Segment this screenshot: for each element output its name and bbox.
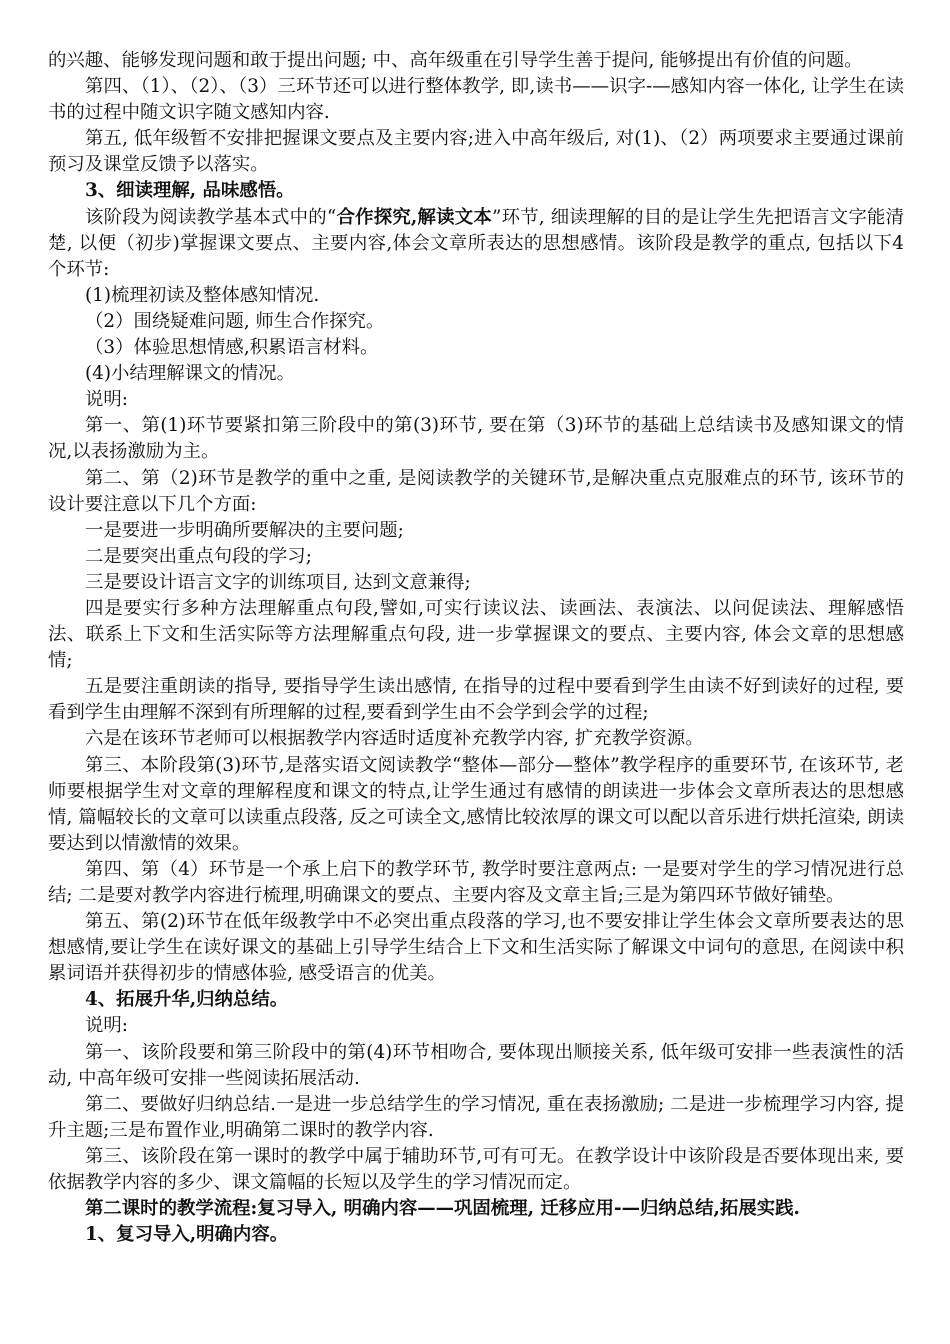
paragraph: 第三、本阶段第(3)环节,是落实语文阅读教学“整体—部分—整体”教学程序的重要环节, 在该环节, 老师要根据学生对文章的理解程度和课文的特点,让学生通过有感情的朗读进一步体会文章所表达的思想感情, 篇幅较长的文章可以读重点段落, 反之可读全文,感情比较浓厚的课文可以配以音乐进行烘托渲染, 朗读要达到以情激情的效果。 xyxy=(48,754,904,854)
paragraph: 六是在该环节老师可以根据教学内容适时适度补充教学内容, 扩充教学资源。 xyxy=(85,728,704,750)
paragraph: 第二、第（2)环节是教学的重中之重, 是阅读教学的关键环节,是解决重点克服难点的环节, 该环节的设计要注意以下几个方面: xyxy=(48,467,904,515)
list-item: (4)小结理解课文的情况。 xyxy=(85,363,295,385)
paragraph: 四是要实行多种方法理解重点句段,譬如,可实行读议法、读画法、表演法、以问促读法、理解感悟法、联系上下文和生活实际等方法理解重点句段, 进一步掌握课文的要点、主要内容, 体会文章的思想感情; xyxy=(48,597,904,672)
paragraph: 第一、第(1)环节要紧扣第三阶段中的第(3)环节, 要在第（3)环节的基础上总结读书及感知课文的情况,以表扬激励为主。 xyxy=(48,415,904,463)
stage-intro-lead: 该阶段为阅读教学基本式中的“ xyxy=(85,206,337,228)
list-item: (1)梳理初读及整体感知情况. xyxy=(85,284,320,306)
paragraph: 五是要注重朗读的指导, 要指导学生读出感情, 在指导的过程中要看到学生由读不好到读好的过程, 要看到学生由理解不深到有所理解的过程,要看到学生由不会学到会学的过程; xyxy=(48,676,904,724)
explanation-label: 说明: xyxy=(85,1015,128,1037)
paragraph: 第二、要做好归纳总结.一是进一步总结学生的学习情况, 重在表扬激励; 二是进一步梳理学习内容, 提升主题;三是布置作业,明确第二课时的教学内容. xyxy=(48,1093,904,1141)
paragraph: 一是要进一步明确所要解决的主要问题; xyxy=(85,519,404,541)
paragraph-stage-intro xyxy=(48,205,904,283)
paragraph: 二是要突出重点句段的学习; xyxy=(85,545,312,567)
section-heading-1: 1、复习导入,明确内容。 xyxy=(85,1224,289,1246)
stage-intro-bold: 合作探究,解读文本 xyxy=(336,206,492,228)
section-heading-4: 4、拓展升华,归纳总结。 xyxy=(85,989,289,1011)
paragraph-note-four: 第四、（1）、（2）、（3）三环节还可以进行整体教学, 即,读书——识字-—感知内容一体化, 让学生在读书的过程中随文识字随文感知内容. xyxy=(48,76,904,124)
list-item: （3）体验思想情感,积累语言材料。 xyxy=(85,337,379,359)
explanation-label: 说明: xyxy=(85,389,128,411)
paragraph-note-five: 第五, 低年级暂不安排把握课文要点及主要内容;进入中高年级后, 对(1)、（2）两项要求主要通过课前预习及课堂反馈予以落实。 xyxy=(48,128,904,176)
paragraph-continuation: 的兴趣、能够发现问题和敢于提出问题; 中、高年级重在引导学生善于提问, 能够提出有价值的问题。 xyxy=(48,50,863,71)
paragraph: 三是要设计语言文字的训练项目, 达到文意兼得; xyxy=(85,571,471,593)
paragraph: 第一、该阶段要和第三阶段中的第(4)环节相吻合, 要体现出顺接关系, 低年级可安排一些表演性的活动, 中高年级可安排一些阅读拓展活动. xyxy=(48,1041,904,1089)
paragraph: 第四、第（4）环节是一个承上启下的教学环节, 教学时要注意两点: 一是要对学生的学习情况进行总结; 二是要对教学内容进行梳理,明确课文的要点、主要内容及文章主旨;三是为第四环节做好铺垫。 xyxy=(48,858,904,906)
list-item: （2）围绕疑难问题, 师生合作探究。 xyxy=(85,310,385,332)
second-lesson-flow-heading: 第二课时的教学流程:复习导入, 明确内容——巩固梳理, 迁移应用-—归纳总结,拓展实践. xyxy=(85,1198,800,1220)
paragraph: 第五、第(2)环节在低年级教学中不必突出重点段落的学习,也不要安排让学生体会文章所要表达的思想感情,要让学生在读好课文的基础上引导学生结合上下文和生活实际了解课文中词句的意思, 在阅读中积累词语并获得初步的情感体验, 感受语言的优美。 xyxy=(48,911,904,985)
section-heading-3: 3、细读理解, 品味感悟。 xyxy=(85,180,295,202)
stage-intro-rest: ”环节, 细读理解的目的是让学生先把语言文字能清楚, 以便（初步)掌握课文要点、主要内容,体会文章所表达的思想感情。该阶段是教学的重点, 包括以下4个环节: xyxy=(48,206,904,280)
paragraph: 第三、该阶段在第一课时的教学中属于辅助环节,可有可无。在教学设计中该阶段是否要体现出来, 要依据教学内容的多少、课文篇幅的长短以及学生的学习情况而定。 xyxy=(48,1145,904,1194)
